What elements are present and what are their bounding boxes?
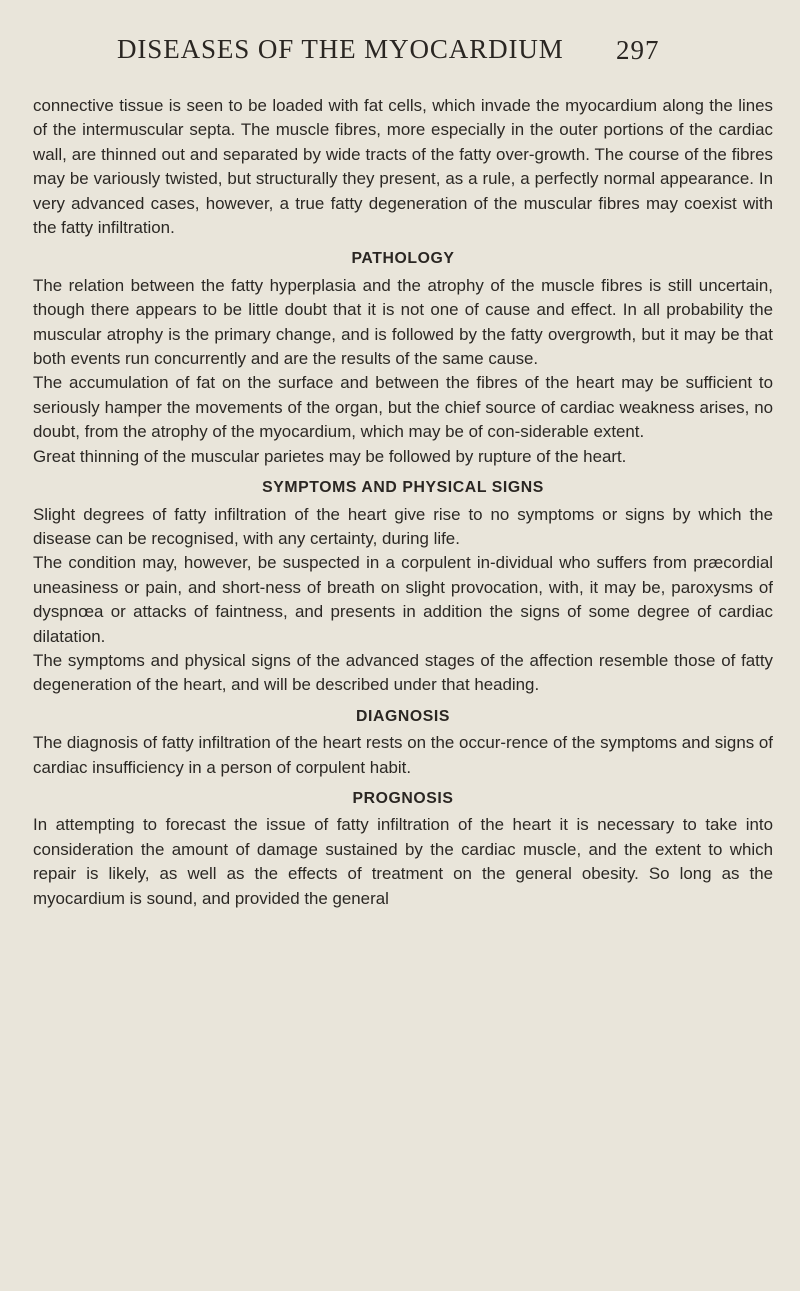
running-head — [0, 30, 800, 70]
running-head-title: DISEASES OF THE MYOCARDIUM — [117, 34, 564, 64]
section-heading-diagnosis: DIAGNOSIS — [355, 707, 451, 725]
section-heading-symptoms: SYMPTOMS AND PHYSICAL SIGNS — [262, 479, 544, 497]
section-heading-pathology: PATHOLOGY — [351, 250, 455, 268]
paragraph: connective tissue is seen to be loaded with fat cells, which invade the myocardium along the lines of the intermuscular septa. The muscle fibres, more especially in the outer portions of the cardiac wall, are thinned out and separated by wide tracts of the fatty over-growth. The course of the fibres may be variously twisted, but structurally they present, as a rule, a perfectly normal appearance. In very advanced cases, however, a true fatty degeneration of the muscular fibres may coexist with the fatty infiltration. — [33, 96, 773, 238]
section-heading-prognosis: PROGNOSIS — [352, 789, 454, 807]
body-text — [33, 94, 773, 911]
page-number: 297 — [616, 35, 660, 65]
paragraph: The relation between the fatty hyperplasia and the atrophy of the muscle fibres is still uncertain, though there appears to be little doubt that it is not one of cause and effect. In all probability the muscular atrophy is the primary change, and is followed by the fatty overgrowth, but it may be that both events run concurrently and are the results of the same cause. — [33, 275, 773, 369]
paragraph: The diagnosis of fatty infiltration of the heart rests on the occur-rence of the symptoms and signs of cardiac insufficiency in a person of corpulent habit. — [33, 733, 773, 777]
paragraph: Great thinning of the muscular parietes may be followed by rupture of the heart. — [33, 446, 627, 466]
paragraph: The symptoms and physical signs of the advanced stages of the affection resemble those of fatty degeneration of the heart, and will be described under that heading. — [33, 650, 773, 695]
paragraph: The accumulation of fat on the surface and between the fibres of the heart may be sufficient to seriously hamper the movements of the organ, but the chief source of cardiac weakness arises, no doubt, from the atrophy of the myocardium, which may be of con-siderable extent. — [33, 373, 773, 442]
paragraph: The condition may, however, be suspected in a corpulent in-dividual who suffers from præcordial uneasiness or pain, and short-ness of breath on slight provocation, with, it may be, paroxysms of dyspnœa or attacks of faintness, and presents in addition the signs of some degree of cardiac dilatation. — [33, 553, 773, 646]
paragraph: Slight degrees of fatty infiltration of the heart give rise to no symptoms or signs by which the disease can be recognised, with any certainty, during life. — [33, 504, 773, 548]
paragraph: In attempting to forecast the issue of fatty infiltration of the heart it is necessary to take into consideration the amount of damage sustained by the cardiac muscle, and the extent to which repair is likely, as well as the effects of treatment on the general obesity. So long as the myocardium is sound, and provided the general — [33, 815, 773, 908]
